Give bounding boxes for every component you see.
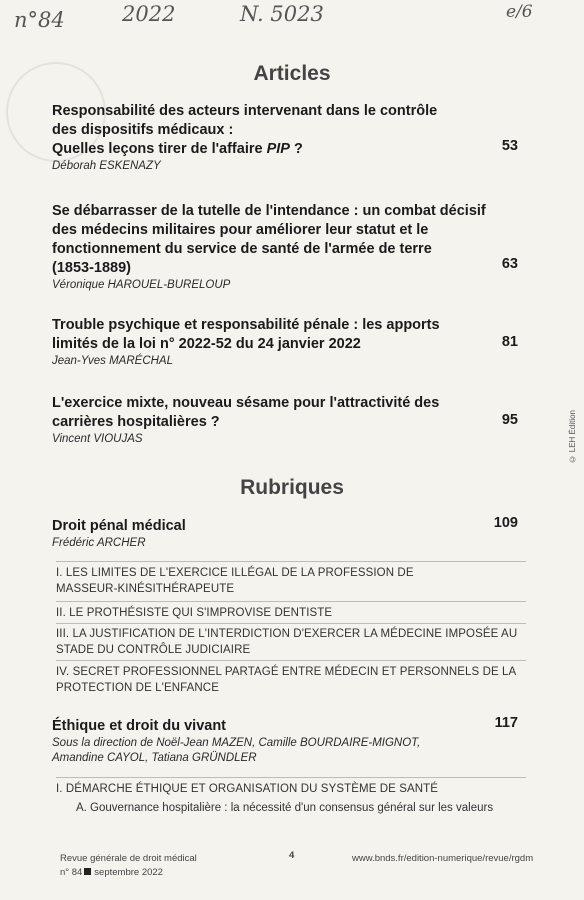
rubrique-entry-1[interactable]	[52, 517, 522, 551]
divider	[56, 561, 526, 562]
article-title: L'exercice mixte, nouveau sésame pour l'attractivité des carrières hospitalières ?	[52, 395, 440, 430]
rubrique-subsection[interactable]: I. DÉMARCHE ÉTHIQUE ET ORGANISATION DU SYSTÈME DE SANTÉ	[56, 783, 439, 795]
rubrique-author: Sous la direction de Noël-Jean MAZEN, Camille BOURDAIRE-MIGNOT, Amandine CAYOL, Tatiana GRÜNDLER	[52, 737, 421, 764]
square-bullet-icon	[84, 868, 91, 875]
article-title: Trouble psychique et responsabilité pénale : les apports limités de la loi n° 2022-52 du 24 janvier 2022	[52, 317, 440, 352]
article-page-number: 81	[501, 334, 518, 350]
rubrique-subsubsection[interactable]: A. Gouvernance hospitalière : la nécessité d'un consensus général sur les valeurs	[76, 802, 494, 814]
rubrique-page-number: 117	[494, 715, 518, 731]
handwritten-reference: N. 5023	[240, 2, 324, 26]
divider	[56, 623, 526, 624]
article-author: Véronique HAROUEL-BURELOUP	[52, 279, 231, 291]
rubrique-subsection[interactable]: IV. SECRET PROFESSIONNEL PARTAGÉ ENTRE MÉDECIN ET PERSONNELS DE LA PROTECTION DE L'ENFANCE	[56, 666, 517, 694]
divider	[56, 777, 526, 778]
article-page-number: 95	[501, 412, 518, 428]
article-page-number: 63	[501, 256, 518, 272]
footer-issue: n° 84 septembre 2022	[60, 867, 163, 878]
rubrique-subsection[interactable]: III. LA JUSTIFICATION DE L'INTERDICTION D'EXERCER LA MÉDECINE IMPOSÉE AU STADE DU CONTRÔLE JUDICIAIRE	[56, 628, 518, 656]
handwritten-corner-note: e/6	[506, 2, 533, 22]
handwritten-year: 2022	[122, 2, 176, 26]
divider	[56, 660, 526, 661]
article-author: Vincent VIOUJAS	[52, 433, 143, 445]
rubrique-author: Frédéric ARCHER	[52, 537, 146, 549]
footer-url[interactable]: www.bnds.fr/edition-numerique/revue/rgdm	[352, 853, 534, 864]
handwritten-issue-number: n°84	[14, 8, 65, 32]
footer-page-number: 4	[289, 850, 295, 861]
rubrique-title: Éthique et droit du vivant	[52, 718, 227, 734]
rubriques-heading: Rubriques	[240, 476, 344, 499]
article-author: Déborah ESKENAZY	[52, 160, 161, 172]
article-entry-2[interactable]	[52, 202, 522, 293]
rubrique-entry-2[interactable]	[52, 717, 522, 766]
article-title: Responsabilité des acteurs intervenant dans le contrôle des dispositifs médicaux : Quelles leçons tirer de l'affaire PIP ?	[52, 103, 438, 157]
articles-heading: Articles	[253, 62, 331, 85]
copyright-notice: © LEH Édition	[568, 410, 577, 464]
article-entry-3[interactable]	[52, 316, 522, 369]
article-title: Se débarrasser de la tutelle de l'intendance : un combat décisif des médecins militaires pour améliorer leur statut et le fonctionnement du service de santé de l'armée de terre (1853-1889)	[52, 203, 486, 276]
rubrique-title: Droit pénal médical	[52, 518, 186, 534]
rubrique-subsection[interactable]: II. LE PROTHÉSISTE QUI S'IMPROVISE DENTISTE	[56, 607, 333, 619]
footer-journal-name: Revue générale de droit médical	[60, 853, 197, 864]
article-entry-1[interactable]	[52, 102, 522, 174]
divider	[56, 601, 526, 602]
article-author: Jean-Yves MARÉCHAL	[52, 355, 174, 367]
rubrique-subsection[interactable]: I. LES LIMITES DE L'EXERCICE ILLÉGAL DE LA PROFESSION DE MASSEUR-KINÉSITHÉRAPEUTE	[56, 567, 414, 595]
rubrique-page-number: 109	[493, 515, 518, 531]
article-entry-4[interactable]	[52, 394, 522, 447]
article-page-number: 53	[501, 138, 518, 154]
